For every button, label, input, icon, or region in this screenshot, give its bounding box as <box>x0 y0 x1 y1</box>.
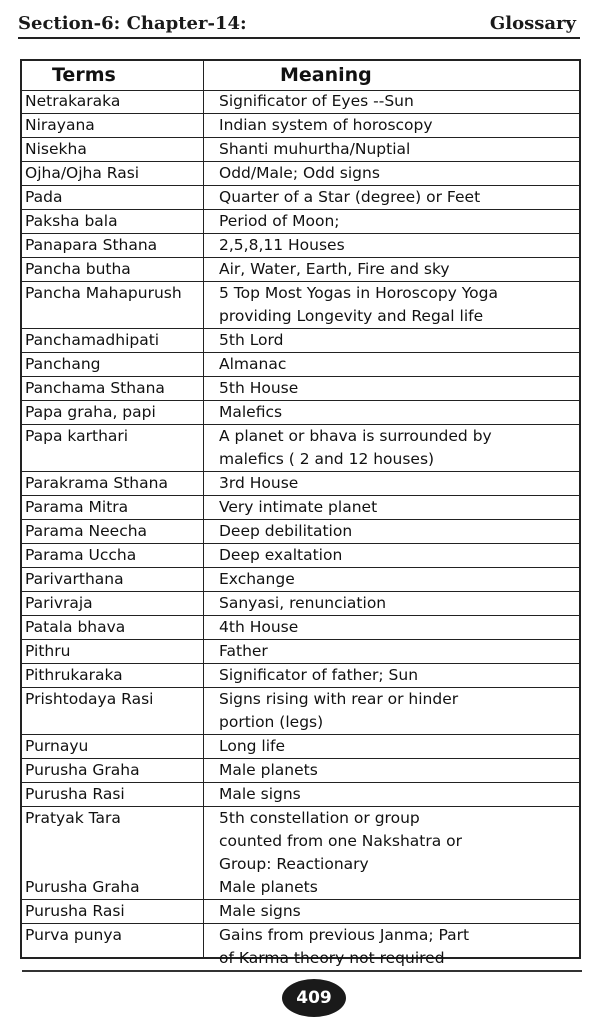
meaning-cell: Male signs <box>219 902 301 920</box>
table-row <box>22 592 579 616</box>
footer-divider <box>22 970 582 972</box>
header-divider <box>18 37 580 39</box>
meaning-cell: Male planets <box>219 761 318 779</box>
term-cell: Pancha Mahapurush <box>25 284 182 302</box>
table-row <box>22 162 579 186</box>
meaning-cell: Gains from previous Janma; Part of Karma theory not required <box>219 926 470 967</box>
section-title: Section-6: Chapter-14: <box>18 13 247 34</box>
term-cell: Patala bhava <box>25 618 126 636</box>
term-cell: Parakrama Sthana <box>25 474 168 492</box>
term-cell: Pithru <box>25 642 71 660</box>
term-cell: Prishtodaya Rasi <box>25 690 154 708</box>
term-cell: Pratyak Tara Purusha Graha <box>25 809 140 896</box>
table-row <box>22 210 579 234</box>
table-row <box>22 616 579 640</box>
meaning-cell: A planet or bhava is surrounded by malefics ( 2 and 12 houses) <box>219 427 492 468</box>
meaning-cell: Odd/Male; Odd signs <box>219 164 380 182</box>
meaning-cell: Very intimate planet <box>219 498 378 516</box>
table-row <box>22 258 579 282</box>
term-cell: Papa graha, papi <box>25 403 156 421</box>
table-row <box>22 329 579 353</box>
table-row <box>22 807 579 900</box>
table-row <box>22 759 579 783</box>
meaning-cell: 5th Lord <box>219 331 284 349</box>
term-cell: Panapara Sthana <box>25 236 158 254</box>
table-row <box>22 496 579 520</box>
term-cell: Purusha Rasi <box>25 785 125 803</box>
term-cell: Papa karthari <box>25 427 129 445</box>
meaning-cell: Malefics <box>219 403 283 421</box>
chapter-title: Glossary <box>489 13 576 34</box>
table-row <box>22 924 579 971</box>
meaning-cell: Significator of Eyes --Sun <box>219 92 414 110</box>
term-cell: Purva punya <box>25 926 123 944</box>
term-cell: Pithrukaraka <box>25 666 123 684</box>
term-cell: Parama Neecha <box>25 522 148 540</box>
term-cell: Parivarthana <box>25 570 124 588</box>
meaning-cell: Indian system of horoscopy <box>219 116 433 134</box>
table-row <box>22 234 579 258</box>
table-row <box>22 544 579 568</box>
table-row <box>22 900 579 924</box>
meaning-cell: 4th House <box>219 618 299 636</box>
table-row <box>22 282 579 329</box>
meaning-cell: Long life <box>219 737 286 755</box>
table-row <box>22 401 579 425</box>
term-cell: Panchamadhipati <box>25 331 160 349</box>
meaning-cell: Quarter of a Star (degree) or Feet <box>219 188 481 206</box>
term-cell: Purnayu <box>25 737 89 755</box>
table-header <box>22 61 579 91</box>
meaning-cell: 3rd House <box>219 474 299 492</box>
table-row <box>22 640 579 664</box>
meaning-cell: Air, Water, Earth, Fire and sky <box>219 260 450 278</box>
table-row <box>22 425 579 472</box>
meaning-cell: 5th constellation or group counted from one Nakshatra or Group: Reactionary Male planets <box>219 809 462 896</box>
meaning-cell: Shanti muhurtha/Nuptial <box>219 140 411 158</box>
table-row <box>22 353 579 377</box>
term-cell: Panchama Sthana <box>25 379 165 397</box>
meaning-cell: 5th House <box>219 379 299 397</box>
term-cell: Panchang <box>25 355 101 373</box>
table-row <box>22 114 579 138</box>
glossary-table <box>20 59 581 967</box>
table-row <box>22 783 579 807</box>
table-row <box>22 688 579 735</box>
term-cell: Parama Mitra <box>25 498 129 516</box>
table-row <box>22 138 579 162</box>
term-cell: Parivraja <box>25 594 93 612</box>
meaning-cell: Almanac <box>219 355 287 373</box>
meaning-cell: Exchange <box>219 570 295 588</box>
meaning-cell: Male signs <box>219 785 301 803</box>
page-number-badge: 409 <box>282 979 346 1017</box>
table-row <box>22 520 579 544</box>
meaning-column-header: Meaning <box>280 64 372 86</box>
term-cell: Pada <box>25 188 63 206</box>
term-cell: Nisekha <box>25 140 87 158</box>
meaning-cell: Period of Moon; <box>219 212 340 230</box>
term-cell: Purusha Graha <box>25 761 140 779</box>
table-row <box>22 186 579 210</box>
term-cell: Purusha Rasi <box>25 902 125 920</box>
meaning-cell: Deep debilitation <box>219 522 353 540</box>
meaning-cell: 5 Top Most Yogas in Horoscopy Yoga providing Longevity and Regal life <box>219 284 498 325</box>
meaning-cell: Deep exaltation <box>219 546 343 564</box>
term-cell: Pancha butha <box>25 260 131 278</box>
table-row <box>22 568 579 592</box>
term-cell: Netrakaraka <box>25 92 121 110</box>
meaning-cell: Signs rising with rear or hinder portion (legs) <box>219 690 459 731</box>
table-row <box>22 735 579 759</box>
term-cell: Paksha bala <box>25 212 118 230</box>
table-row <box>22 90 579 114</box>
table-row <box>22 664 579 688</box>
meaning-cell: Sanyasi, renunciation <box>219 594 387 612</box>
term-cell: Parama Uccha <box>25 546 137 564</box>
page-header <box>18 12 580 38</box>
term-cell: Ojha/Ojha Rasi <box>25 164 140 182</box>
term-cell: Nirayana <box>25 116 95 134</box>
terms-column-header: Terms <box>52 64 116 86</box>
table-row <box>22 377 579 401</box>
meaning-cell: 2,5,8,11 Houses <box>219 236 345 254</box>
meaning-cell: Significator of father; Sun <box>219 666 419 684</box>
meaning-cell: Father <box>219 642 268 660</box>
table-row <box>22 472 579 496</box>
